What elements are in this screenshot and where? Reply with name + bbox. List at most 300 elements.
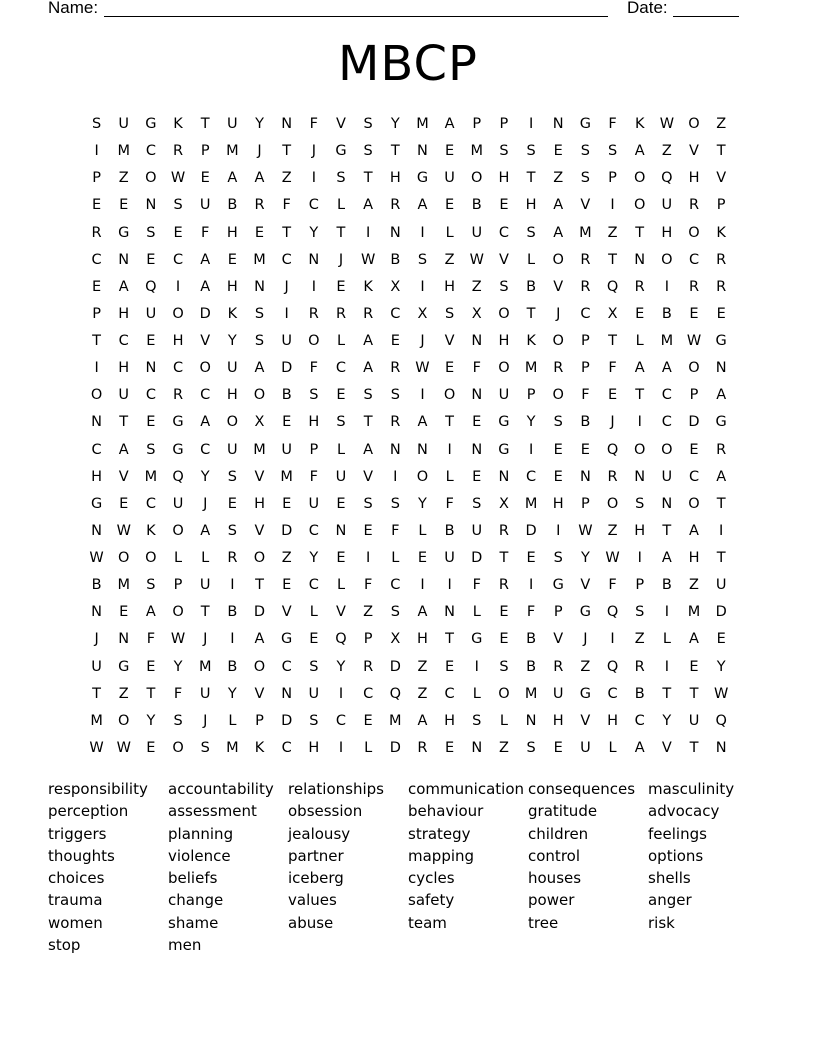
grid-cell[interactable]: B: [526, 631, 537, 648]
grid-cell[interactable]: H: [226, 278, 238, 295]
grid-cell[interactable]: U: [199, 685, 211, 702]
grid-cell[interactable]: C: [661, 387, 672, 404]
grid-cell[interactable]: V: [580, 577, 591, 594]
grid-cell[interactable]: H: [444, 278, 456, 295]
grid-cell[interactable]: U: [688, 712, 700, 729]
grid-cell[interactable]: P: [608, 170, 617, 187]
grid-cell[interactable]: A: [227, 170, 238, 187]
grid-cell[interactable]: T: [635, 224, 645, 241]
grid-cell[interactable]: I: [664, 658, 669, 675]
grid-cell[interactable]: E: [689, 441, 699, 458]
grid-cell[interactable]: O: [145, 170, 157, 187]
grid-cell[interactable]: X: [254, 414, 265, 431]
grid-cell[interactable]: W: [714, 685, 729, 702]
grid-cell[interactable]: R: [308, 305, 319, 322]
grid-cell[interactable]: J: [203, 712, 208, 729]
grid-cell[interactable]: Y: [336, 658, 346, 675]
grid-cell[interactable]: V: [498, 251, 509, 268]
grid-cell[interactable]: S: [309, 658, 319, 675]
grid-cell[interactable]: Q: [606, 658, 619, 675]
grid-cell[interactable]: Y: [662, 712, 672, 729]
grid-cell[interactable]: C: [172, 251, 184, 268]
grid-cell[interactable]: P: [689, 387, 699, 404]
grid-cell[interactable]: N: [471, 387, 483, 404]
grid-cell[interactable]: I: [420, 278, 425, 295]
grid-cell[interactable]: V: [336, 116, 346, 132]
grid-cell[interactable]: D: [715, 604, 727, 621]
grid-cell[interactable]: R: [634, 658, 645, 675]
grid-cell[interactable]: E: [445, 360, 455, 377]
grid-cell[interactable]: T: [255, 577, 264, 594]
grid-cell[interactable]: D: [389, 739, 401, 756]
grid-cell[interactable]: T: [662, 522, 672, 539]
grid-cell[interactable]: R: [227, 550, 238, 566]
grid-cell[interactable]: K: [227, 305, 238, 322]
grid-cell[interactable]: P: [635, 577, 645, 594]
grid-cell[interactable]: T: [363, 170, 373, 187]
grid-cell[interactable]: N: [471, 333, 483, 349]
grid-cell[interactable]: C: [281, 658, 292, 675]
grid-cell[interactable]: Z: [634, 631, 645, 648]
grid-cell[interactable]: S: [607, 143, 618, 160]
grid-cell[interactable]: O: [172, 305, 184, 322]
grid-cell[interactable]: R: [716, 251, 727, 268]
grid-cell[interactable]: J: [94, 631, 99, 648]
grid-cell[interactable]: A: [444, 116, 455, 132]
grid-cell[interactable]: H: [308, 739, 320, 756]
grid-cell[interactable]: A: [118, 441, 129, 458]
grid-cell[interactable]: O: [552, 387, 564, 404]
grid-cell[interactable]: G: [416, 170, 429, 187]
grid-cell[interactable]: T: [363, 414, 373, 431]
grid-cell[interactable]: P: [200, 143, 210, 160]
grid-cell[interactable]: S: [363, 116, 373, 132]
grid-cell[interactable]: J: [257, 143, 262, 160]
grid-cell[interactable]: Y: [309, 224, 319, 241]
grid-cell[interactable]: Y: [418, 495, 427, 512]
grid-cell[interactable]: U: [471, 224, 483, 241]
grid-cell[interactable]: W: [170, 170, 186, 187]
grid-cell[interactable]: I: [393, 468, 398, 485]
grid-cell[interactable]: O: [661, 441, 673, 458]
grid-cell[interactable]: F: [282, 197, 291, 214]
grid-cell[interactable]: J: [556, 305, 561, 322]
grid-cell[interactable]: Z: [661, 143, 672, 160]
grid-cell[interactable]: T: [119, 414, 129, 431]
grid-cell[interactable]: T: [390, 143, 400, 160]
grid-cell[interactable]: G: [471, 631, 483, 648]
grid-cell[interactable]: O: [688, 360, 700, 377]
grid-cell[interactable]: F: [309, 360, 318, 377]
grid-cell[interactable]: A: [417, 197, 428, 214]
grid-cell[interactable]: C: [118, 333, 129, 349]
grid-cell[interactable]: O: [118, 550, 130, 566]
grid-cell[interactable]: U: [118, 387, 130, 404]
grid-cell[interactable]: V: [661, 739, 672, 756]
grid-cell[interactable]: M: [90, 712, 103, 729]
grid-cell[interactable]: N: [579, 468, 591, 485]
grid-cell[interactable]: E: [336, 387, 346, 404]
grid-cell[interactable]: H: [498, 170, 510, 187]
grid-cell[interactable]: E: [689, 305, 699, 322]
grid-cell[interactable]: M: [253, 251, 266, 268]
grid-cell[interactable]: E: [445, 658, 455, 675]
grid-cell[interactable]: D: [281, 712, 293, 729]
grid-cell[interactable]: S: [227, 522, 237, 539]
grid-cell[interactable]: I: [420, 387, 425, 404]
grid-cell[interactable]: C: [363, 685, 374, 702]
grid-cell[interactable]: B: [227, 197, 238, 214]
grid-cell[interactable]: O: [633, 170, 646, 187]
grid-cell[interactable]: Y: [309, 550, 319, 566]
grid-cell[interactable]: E: [119, 495, 129, 512]
grid-cell[interactable]: I: [637, 414, 642, 431]
grid-cell[interactable]: H: [118, 360, 130, 377]
grid-cell[interactable]: I: [610, 631, 615, 648]
grid-cell[interactable]: B: [634, 685, 645, 702]
grid-cell[interactable]: H: [498, 333, 510, 349]
grid-cell[interactable]: U: [227, 116, 238, 132]
grid-cell[interactable]: O: [226, 414, 239, 431]
grid-cell[interactable]: O: [253, 658, 266, 675]
name-field[interactable]: [104, 16, 608, 17]
grid-cell[interactable]: S: [390, 495, 400, 512]
grid-cell[interactable]: L: [662, 631, 671, 648]
grid-cell[interactable]: I: [284, 305, 289, 322]
grid-cell[interactable]: T: [689, 685, 699, 702]
grid-cell[interactable]: I: [230, 631, 235, 648]
grid-cell[interactable]: O: [498, 360, 510, 377]
grid-cell[interactable]: Q: [715, 712, 727, 729]
grid-cell[interactable]: P: [92, 170, 101, 187]
grid-cell[interactable]: W: [170, 631, 186, 648]
grid-cell[interactable]: K: [526, 333, 536, 349]
grid-cell[interactable]: Q: [172, 468, 184, 485]
grid-cell[interactable]: I: [610, 197, 615, 214]
grid-cell[interactable]: L: [391, 550, 400, 566]
grid-cell[interactable]: T: [445, 631, 455, 648]
grid-cell[interactable]: R: [390, 197, 401, 214]
grid-cell[interactable]: E: [91, 278, 102, 295]
grid-cell[interactable]: N: [254, 278, 265, 295]
grid-cell[interactable]: N: [118, 251, 130, 268]
grid-cell[interactable]: S: [390, 604, 400, 621]
grid-cell[interactable]: R: [335, 305, 347, 322]
grid-cell[interactable]: E: [336, 278, 346, 295]
grid-cell[interactable]: L: [336, 197, 346, 214]
grid-cell[interactable]: N: [634, 468, 646, 485]
grid-cell[interactable]: E: [146, 251, 156, 268]
grid-cell[interactable]: C: [145, 495, 156, 512]
grid-cell[interactable]: C: [498, 224, 509, 241]
grid-cell[interactable]: U: [281, 333, 292, 349]
grid-cell[interactable]: Z: [363, 604, 374, 621]
grid-cell[interactable]: N: [417, 143, 428, 160]
grid-cell[interactable]: A: [145, 604, 156, 621]
grid-cell[interactable]: Z: [716, 116, 727, 132]
grid-cell[interactable]: S: [363, 143, 373, 160]
grid-cell[interactable]: Q: [335, 631, 347, 648]
grid-cell[interactable]: N: [145, 197, 157, 214]
grid-cell[interactable]: V: [363, 468, 374, 485]
grid-cell[interactable]: S: [472, 495, 482, 512]
grid-cell[interactable]: N: [525, 712, 537, 729]
grid-cell[interactable]: P: [309, 441, 319, 458]
grid-cell[interactable]: G: [90, 495, 103, 512]
grid-cell[interactable]: U: [227, 360, 238, 377]
grid-cell[interactable]: E: [146, 658, 156, 675]
grid-cell[interactable]: I: [230, 577, 235, 594]
grid-cell[interactable]: W: [659, 116, 675, 132]
grid-cell[interactable]: U: [281, 441, 292, 458]
grid-cell[interactable]: Z: [580, 658, 591, 675]
grid-cell[interactable]: O: [172, 739, 184, 756]
grid-cell[interactable]: K: [716, 224, 726, 241]
grid-cell[interactable]: B: [471, 197, 482, 214]
grid-cell[interactable]: A: [417, 414, 428, 431]
grid-cell[interactable]: Q: [145, 278, 157, 295]
grid-cell[interactable]: R: [91, 224, 102, 241]
grid-cell[interactable]: G: [552, 577, 564, 594]
grid-cell[interactable]: A: [553, 224, 564, 241]
grid-cell[interactable]: O: [118, 712, 130, 729]
grid-cell[interactable]: E: [716, 305, 726, 322]
grid-cell[interactable]: E: [499, 631, 509, 648]
grid-cell[interactable]: E: [417, 550, 428, 566]
grid-cell[interactable]: C: [580, 305, 591, 322]
grid-cell[interactable]: V: [118, 468, 129, 485]
grid-cell[interactable]: M: [660, 333, 674, 349]
grid-cell[interactable]: W: [415, 360, 430, 377]
grid-cell[interactable]: X: [417, 305, 428, 322]
grid-cell[interactable]: T: [526, 170, 536, 187]
grid-cell[interactable]: L: [201, 550, 210, 566]
grid-cell[interactable]: P: [92, 305, 101, 322]
grid-cell[interactable]: C: [688, 251, 700, 268]
grid-cell[interactable]: K: [634, 116, 645, 132]
grid-cell[interactable]: T: [499, 550, 509, 566]
grid-cell[interactable]: T: [146, 685, 156, 702]
grid-cell[interactable]: O: [661, 251, 673, 268]
grid-cell[interactable]: F: [472, 577, 481, 594]
grid-cell[interactable]: E: [363, 712, 373, 729]
grid-cell[interactable]: E: [499, 197, 509, 214]
grid-cell[interactable]: G: [715, 333, 727, 349]
grid-cell[interactable]: M: [226, 143, 239, 160]
grid-cell[interactable]: R: [553, 360, 564, 377]
grid-cell[interactable]: C: [281, 251, 292, 268]
grid-cell[interactable]: L: [174, 550, 183, 566]
grid-cell[interactable]: B: [91, 577, 102, 594]
grid-cell[interactable]: J: [338, 251, 344, 268]
grid-cell[interactable]: C: [390, 577, 401, 594]
grid-cell[interactable]: B: [661, 577, 672, 594]
grid-cell[interactable]: T: [689, 739, 699, 756]
grid-cell[interactable]: P: [499, 116, 509, 132]
grid-cell[interactable]: R: [716, 278, 727, 295]
grid-cell[interactable]: G: [498, 441, 510, 458]
grid-cell[interactable]: R: [716, 441, 727, 458]
grid-cell[interactable]: N: [715, 360, 727, 377]
grid-cell[interactable]: Z: [607, 224, 618, 241]
grid-cell[interactable]: Z: [607, 522, 618, 539]
grid-cell[interactable]: H: [634, 522, 646, 539]
grid-cell[interactable]: Y: [146, 712, 156, 729]
grid-cell[interactable]: G: [579, 685, 592, 702]
grid-cell[interactable]: N: [91, 414, 102, 431]
grid-cell[interactable]: C: [661, 414, 672, 431]
grid-cell[interactable]: N: [634, 251, 646, 268]
grid-cell[interactable]: A: [689, 522, 699, 539]
grid-cell[interactable]: S: [553, 550, 563, 566]
grid-cell[interactable]: N: [444, 604, 456, 621]
grid-cell[interactable]: Z: [118, 170, 129, 187]
grid-cell[interactable]: Z: [417, 685, 428, 702]
grid-cell[interactable]: T: [92, 333, 101, 349]
grid-cell[interactable]: C: [145, 387, 156, 404]
grid-cell[interactable]: C: [308, 197, 319, 214]
grid-cell[interactable]: Y: [526, 414, 536, 431]
grid-cell[interactable]: O: [172, 522, 184, 539]
grid-cell[interactable]: D: [253, 604, 266, 621]
grid-cell[interactable]: J: [610, 414, 615, 431]
grid-cell[interactable]: U: [498, 387, 510, 404]
grid-cell[interactable]: M: [524, 360, 538, 377]
grid-cell[interactable]: D: [281, 360, 293, 377]
grid-cell[interactable]: F: [173, 685, 183, 702]
grid-cell[interactable]: Z: [118, 685, 129, 702]
grid-cell[interactable]: B: [281, 387, 292, 404]
grid-cell[interactable]: F: [581, 387, 590, 404]
grid-cell[interactable]: I: [664, 278, 669, 295]
grid-cell[interactable]: W: [89, 550, 104, 566]
grid-cell[interactable]: E: [227, 251, 237, 268]
grid-cell[interactable]: T: [92, 685, 101, 702]
grid-cell[interactable]: O: [253, 387, 266, 404]
grid-cell[interactable]: I: [637, 550, 642, 566]
grid-cell[interactable]: A: [363, 441, 374, 458]
grid-cell[interactable]: I: [420, 577, 425, 594]
grid-cell[interactable]: A: [254, 631, 265, 648]
grid-cell[interactable]: U: [552, 685, 564, 702]
grid-cell[interactable]: F: [445, 495, 454, 512]
grid-cell[interactable]: G: [579, 604, 592, 621]
grid-cell[interactable]: D: [199, 305, 211, 322]
grid-cell[interactable]: V: [200, 333, 211, 349]
grid-cell[interactable]: H: [417, 631, 428, 648]
grid-cell[interactable]: E: [282, 495, 292, 512]
grid-cell[interactable]: A: [254, 360, 265, 377]
grid-cell[interactable]: J: [203, 631, 208, 648]
grid-cell[interactable]: B: [580, 414, 591, 431]
grid-cell[interactable]: T: [716, 495, 726, 512]
grid-cell[interactable]: S: [526, 224, 536, 241]
grid-cell[interactable]: B: [390, 251, 401, 268]
grid-cell[interactable]: E: [607, 387, 618, 404]
grid-cell[interactable]: V: [553, 278, 564, 295]
grid-cell[interactable]: A: [200, 251, 211, 268]
grid-cell[interactable]: P: [173, 577, 183, 594]
grid-cell[interactable]: Y: [255, 116, 264, 132]
grid-cell[interactable]: B: [227, 658, 238, 675]
grid-cell[interactable]: B: [444, 522, 455, 539]
grid-cell[interactable]: E: [200, 170, 210, 187]
grid-cell[interactable]: N: [308, 251, 320, 268]
grid-cell[interactable]: I: [447, 441, 452, 458]
grid-cell[interactable]: B: [526, 278, 537, 295]
grid-cell[interactable]: C: [335, 712, 347, 729]
grid-cell[interactable]: T: [526, 305, 536, 322]
grid-cell[interactable]: C: [444, 685, 455, 702]
grid-cell[interactable]: T: [635, 387, 645, 404]
grid-cell[interactable]: S: [390, 387, 400, 404]
grid-cell[interactable]: N: [281, 685, 293, 702]
grid-cell[interactable]: R: [390, 414, 401, 431]
grid-cell[interactable]: L: [527, 251, 536, 268]
grid-cell[interactable]: W: [116, 522, 131, 539]
grid-cell[interactable]: P: [363, 631, 373, 648]
grid-cell[interactable]: U: [335, 468, 347, 485]
grid-cell[interactable]: Z: [553, 170, 564, 187]
grid-cell[interactable]: C: [172, 360, 184, 377]
grid-cell[interactable]: O: [416, 468, 429, 485]
grid-cell[interactable]: U: [661, 197, 673, 214]
grid-cell[interactable]: M: [280, 468, 293, 485]
grid-cell[interactable]: X: [471, 305, 482, 322]
grid-cell[interactable]: I: [338, 685, 344, 702]
grid-cell[interactable]: U: [172, 495, 184, 512]
grid-cell[interactable]: B: [661, 305, 672, 322]
grid-cell[interactable]: R: [688, 278, 700, 295]
grid-cell[interactable]: H: [552, 712, 564, 729]
grid-cell[interactable]: I: [338, 739, 344, 756]
grid-cell[interactable]: K: [254, 739, 265, 756]
grid-cell[interactable]: E: [173, 224, 183, 241]
grid-cell[interactable]: A: [417, 712, 428, 729]
grid-cell[interactable]: H: [525, 197, 537, 214]
grid-cell[interactable]: A: [200, 522, 211, 539]
grid-cell[interactable]: V: [254, 468, 265, 485]
grid-cell[interactable]: O: [688, 224, 700, 241]
grid-cell[interactable]: Y: [580, 550, 590, 566]
grid-cell[interactable]: E: [445, 197, 455, 214]
grid-cell[interactable]: Y: [227, 685, 237, 702]
grid-cell[interactable]: H: [444, 712, 456, 729]
grid-cell[interactable]: Z: [281, 550, 292, 566]
grid-cell[interactable]: E: [336, 550, 346, 566]
grid-cell[interactable]: L: [336, 333, 346, 349]
grid-cell[interactable]: O: [90, 387, 103, 404]
grid-cell[interactable]: P: [255, 712, 264, 729]
grid-cell[interactable]: S: [173, 712, 183, 729]
grid-cell[interactable]: V: [254, 685, 265, 702]
grid-cell[interactable]: P: [581, 333, 590, 349]
grid-cell[interactable]: Z: [417, 658, 428, 675]
grid-cell[interactable]: W: [578, 522, 593, 539]
grid-cell[interactable]: O: [471, 170, 483, 187]
grid-cell[interactable]: S: [635, 604, 645, 621]
grid-cell[interactable]: L: [472, 604, 481, 621]
grid-cell[interactable]: W: [360, 251, 376, 268]
grid-cell[interactable]: F: [309, 468, 318, 485]
grid-cell[interactable]: E: [390, 333, 400, 349]
grid-cell[interactable]: O: [606, 495, 619, 512]
grid-cell[interactable]: M: [416, 116, 429, 132]
grid-cell[interactable]: U: [661, 468, 673, 485]
grid-cell[interactable]: N: [91, 522, 102, 539]
grid-cell[interactable]: S: [526, 143, 536, 160]
grid-cell[interactable]: I: [528, 116, 534, 132]
